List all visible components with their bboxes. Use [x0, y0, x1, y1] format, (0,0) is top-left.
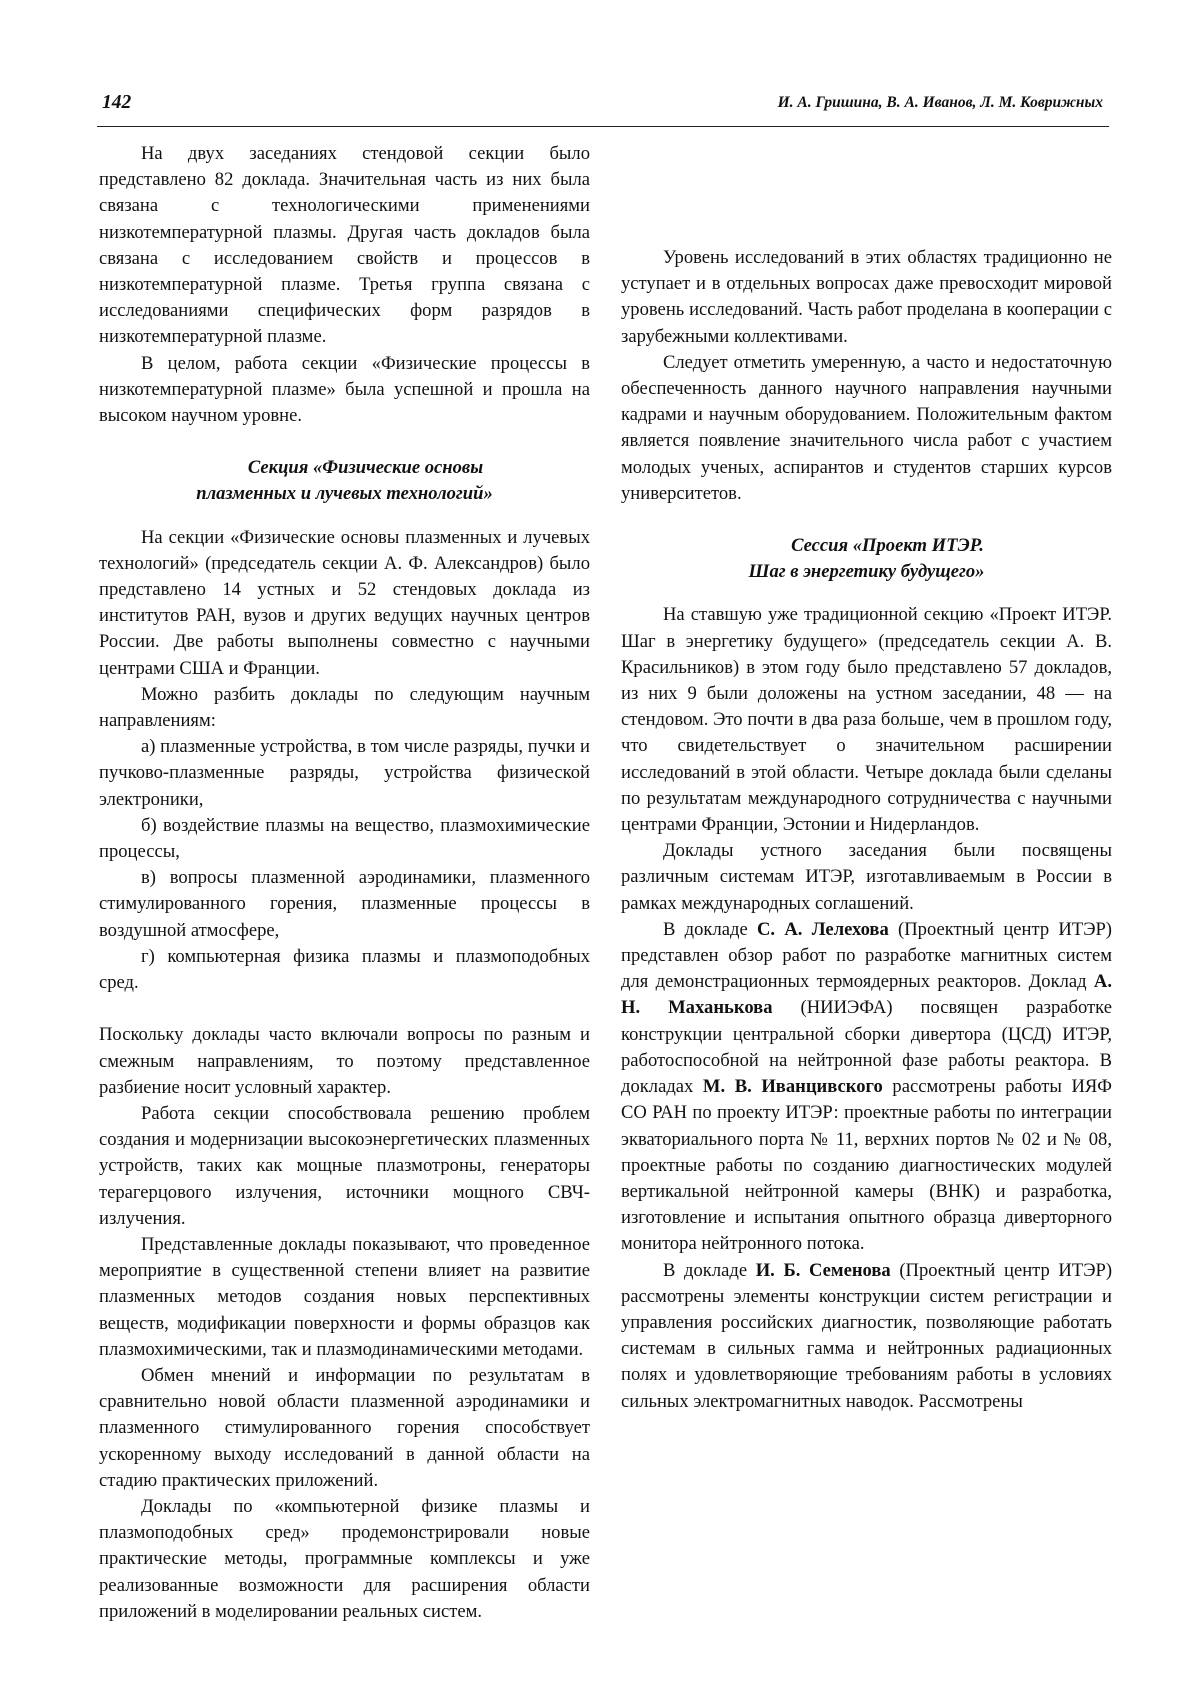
section-title [99, 455, 590, 507]
paragraph: В целом, работа секции «Физические процессы в низкотемпературной плазме» была успешной и прошла на высоком научном уровне. [99, 352, 590, 427]
author-name: М. В. Иванцивского [702, 1076, 883, 1098]
paragraph: Уровень исследований в этих областях традиционно не уступает и в отдельных вопросах даже превосходит мировой уровень исследований. Часть работ проделана в кооперации с зарубежными коллективами. [621, 247, 1112, 347]
left-column [99, 141, 590, 1625]
section-title-line: плазменных и лучевых технологий» [196, 483, 493, 505]
page-number: 142 [102, 92, 132, 113]
author-name: И. Б. Семенова [755, 1259, 891, 1281]
section-title-line: Сессия «Проект ИТЭР. [791, 535, 984, 557]
running-head-authors: И. А. Гришина, В. А. Иванов, Л. М. Коврижных [777, 94, 1103, 111]
paragraph: Представленные доклады показывают, что проведенное мероприятие в существенной степени влияет на развитие плазменных методов создания новых перспективных веществ, модификации поверхности и формы образцов как плазмохимическими, так и плазмодинамическими методами. [99, 1233, 590, 1360]
list-item: в) вопросы плазменной аэродинамики, плазменного стимулированного горения, плазменные процессы в воздушной атмосфере, [99, 867, 590, 941]
paragraph: Работа секции способствовала решению проблем создания и модернизации высокоэнергетических плазменных устройств, таких как мощные плазмотроны, генераторы терагерцового излучения, источники мощного СВЧ-излучения. [99, 1102, 590, 1229]
right-column [621, 245, 1112, 1415]
page-header [97, 90, 1109, 127]
paragraph: На двух заседаниях стендовой секции было представлено 82 доклада. Значительная часть из них была связана с технологическими применениями низкотемпературной плазмы. Другая часть докладов была связана с исследованием свойств и процессов в низкотемпературной плазме. Третья группа связана с исследованиями специфических форм разрядов в низкотемпературной плазме. [99, 143, 590, 348]
text-run: В докладе [663, 918, 757, 940]
text-run: (Проектный центр ИТЭР) представлен обзор работ по разработке магнитных систем для демонстрационных термоядерных реакторов. Доклад [621, 918, 1112, 993]
paragraph: На ставшую уже традиционной секцию «Проект ИТЭР. Шаг в энергетику будущего» (председатель секции А. В. Красильников) в этом году было представлено 57 докладов, из них 9 были доложены на устном заседании, 48 — на стендовом. Это почти в два раза больше, чем в прошлом году, что свидетельствует о значительном расширении исследований в этой области. Четыре доклада были сделаны по результатам международного сотрудничества с научными центрами Франции, Эстонии и Нидерландов. [621, 604, 1112, 836]
author-name: С. А. Лелехова [757, 918, 889, 940]
text-run: В докладе [663, 1259, 756, 1281]
text-run: рассмотрены работы ИЯФ СО РАН по проекту ИТЭР: проектные работы по интеграции экваториального порта № 11, верхних портов № 02 и № 08, проектные работы по созданию диагностических модулей вертикальной нейтронной камеры (ВНК) и разработка, изготовление и испытания опытного образца диверторного монитора нейтронного потока. [621, 1076, 1112, 1255]
paragraph: Следует отметить умеренную, а часто и недостаточную обеспеченность данного научного направления научными кадрами и научным оборудованием. Положительным фактом является появление значительного числа работ с участием молодых ученых, аспирантов и студентов старших курсов университетов. [621, 351, 1112, 504]
list-item: б) воздействие плазмы на вещество, плазмохимические процессы, [99, 814, 590, 863]
section-title [621, 533, 1112, 585]
list-item: а) плазменные устройства, в том числе разряды, пучки и пучково-плазменные разряды, устройства физической электроники, [99, 736, 590, 810]
paragraph: Доклады по «компьютерной физике плазмы и плазмоподобных сред» продемонстрировали новые практические методы, программные комплексы и уже реализованные возможности для расширения области приложений в моделировании реальных систем. [99, 1495, 590, 1622]
list-item: г) компьютерная физика плазмы и плазмоподобных сред. [99, 945, 590, 994]
paragraph: Можно разбить доклады по следующим научным направлениям: [99, 683, 590, 732]
section-title-line: Секция «Физические основы [247, 457, 484, 479]
paragraph [621, 917, 1112, 1258]
author-name: А. Н. Маханькова [621, 971, 1112, 1019]
text-run: (НИИЭФА) посвящен разработке конструкции центральной сборки дивертора (ЦСД) ИТЭР, работоспособной на нейтронной фазе работы реактора. В докладах [621, 997, 1113, 1098]
paragraph: Обмен мнений и информации по результатам в сравнительно новой области плазменной аэродинамики и плазменного стимулированного горения способствует ускоренному выходу исследований в данной области на стадию практических приложений. [99, 1364, 590, 1491]
paragraph [621, 1258, 1112, 1415]
paragraph: Доклады устного заседания были посвящены различным системам ИТЭР, изготавливаемым в России в рамках международных соглашений. [621, 840, 1112, 914]
section-title-line: Шаг в энергетику будущего» [748, 561, 985, 583]
paragraph: Поскольку доклады часто включали вопросы по разным и смежным направлениям, то поэтому представленное разбиение носит условный характер. [99, 1024, 590, 1098]
paragraph: На секции «Физические основы плазменных и лучевых технологий» (председатель секции А. Ф. Александров) было представлено 14 устных и 52 стендовых доклада из институтов РАН, вузов и других ведущих научных центров России. Две работы выполнены совместно с научными центрами США и Франции. [99, 526, 590, 679]
text-run: (Проектный центр ИТЭР) рассмотрены элементы конструкции систем регистрации и управления российских диагностик, позволяющие работать системам в сильных гамма и нейтронных радиационных полях и удовлетворяющие требованиям работы в условиях сильных электромагнитных наводок. Рассмотрены [621, 1259, 1113, 1412]
